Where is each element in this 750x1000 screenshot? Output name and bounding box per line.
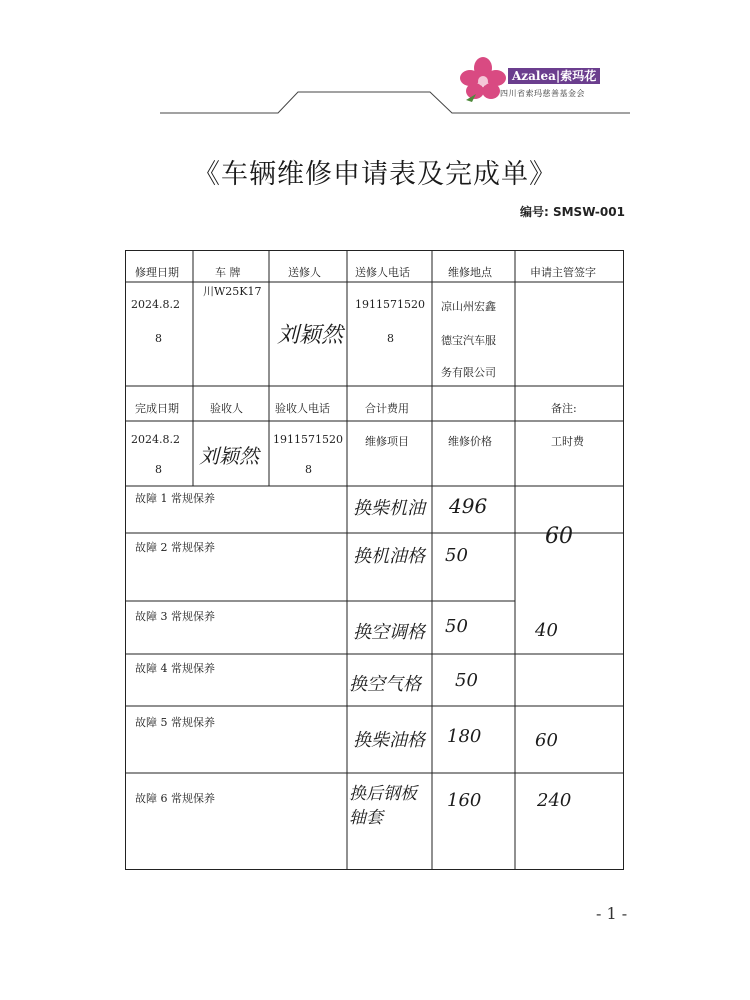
repair-location-line2: 德宝汽车服 [441, 334, 496, 347]
fault-1-label: 故障 1 常规保养 [135, 492, 215, 505]
fault-5-price: 180 [447, 726, 482, 747]
fault-1-item: 换柴机油 [353, 498, 425, 519]
logo-org-name: 四川省索玛慈善基金会 [500, 89, 585, 98]
receiver-phone-line1: 1911571520 [273, 433, 343, 446]
repair-date-line1: 2024.8.2 [131, 298, 180, 311]
receiver-phone-line2: 8 [305, 463, 312, 476]
plate-number: 川W25K17 [203, 285, 262, 298]
repair-location-line1: 凉山州宏鑫 [441, 300, 496, 313]
repair-form-table [125, 250, 624, 870]
fault-4-label: 故障 4 常规保养 [135, 662, 215, 675]
logo-brand: Azalea|索玛花 [508, 68, 600, 84]
fault-6-price: 160 [447, 790, 482, 811]
fault-5-labor: 60 [535, 730, 558, 751]
form-title: 《车辆维修申请表及完成单》 [193, 159, 557, 190]
fault-6-labor: 240 [537, 790, 572, 811]
fault-2-label: 故障 2 常规保养 [135, 541, 215, 554]
header-sender: 送修人 [288, 266, 321, 279]
completion-date-line1: 2024.8.2 [131, 433, 180, 446]
header-total-cost: 合计费用 [365, 402, 409, 415]
fault-3-item: 换空调格 [353, 622, 425, 643]
header-sender-phone: 送修人电话 [355, 266, 410, 279]
fault-3-price: 50 [445, 616, 468, 637]
sender-phone-line1: 1911571520 [355, 298, 425, 311]
receiver-signature: 刘颖然 [199, 444, 259, 468]
header-supervisor-signature: 申请主管签字 [530, 266, 596, 279]
fault-4-price: 50 [455, 670, 478, 691]
header-labor-fee: 工时费 [551, 435, 584, 448]
document-number: 编号: SMSW-001 [520, 205, 625, 219]
fault-3-label: 故障 3 常规保养 [135, 610, 215, 623]
fault-2-item: 换机油格 [353, 546, 425, 567]
header-completion-date: 完成日期 [135, 402, 179, 415]
header-receiver: 验收人 [210, 402, 243, 415]
page-number: - 1 - [596, 904, 628, 923]
fault-3-labor: 40 [535, 620, 558, 641]
fault-6-item: 换后钢板轴套 [349, 784, 417, 828]
header-receiver-phone: 验收人电话 [275, 402, 330, 415]
header-plate: 车 牌 [215, 266, 241, 279]
header-repair-location: 维修地点 [448, 266, 492, 279]
completion-date-line2: 8 [155, 463, 162, 476]
sender-signature: 刘颖然 [277, 323, 344, 348]
header-repair-price: 维修价格 [448, 435, 492, 448]
fault-5-label: 故障 5 常规保养 [135, 716, 215, 729]
header-repair-date: 修理日期 [135, 266, 179, 279]
repair-location-line3: 务有限公司 [441, 366, 496, 379]
header-remarks: 备注: [551, 402, 577, 415]
fault-4-item: 换空气格 [349, 674, 421, 695]
fault-6-label: 故障 6 常规保养 [135, 792, 215, 805]
sender-phone-line2: 8 [387, 332, 394, 345]
fault-2-price: 50 [445, 545, 468, 566]
fault-2-labor: 60 [545, 524, 573, 549]
repair-date-line2: 8 [155, 332, 162, 345]
header-repair-item: 维修项目 [365, 435, 409, 448]
fault-5-item: 换柴油格 [353, 730, 425, 751]
header-divider [0, 86, 750, 116]
fault-1-price: 496 [449, 494, 488, 518]
